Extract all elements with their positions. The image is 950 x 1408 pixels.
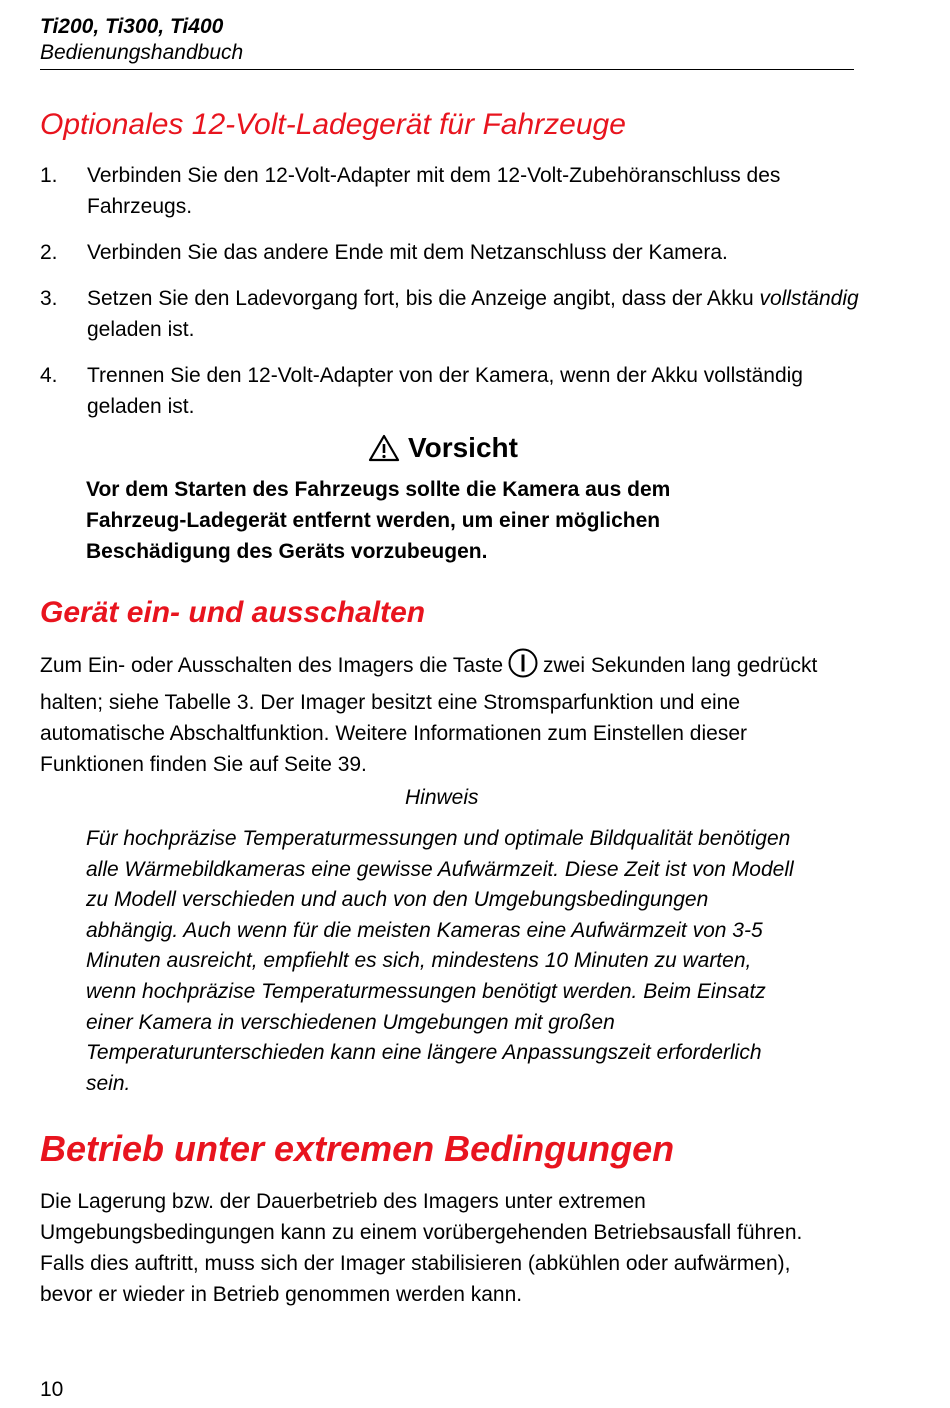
note-text: Für hochpräzise Temperaturmessungen und optimale Bildqualität benötigen alle Wärmebildkameras eine gewisse Aufwärmzeit. Diese Zeit ist von Modell zu Modell verschieden und auch von den Umgebungsbedingungen abhängig. Auch wenn für die meisten Kameras eine Aufwärmzeit von 3-5 Minuten ausreicht, empfiehlt es sich, mindestens 10 Minuten zu warten, wenn hochpräzise Temperaturmessungen benötigt werden. Beim Einsatz einer Kamera in verschiedenen Umgebungen mit großen Temperaturunterschieden kann eine längere Anpassungszeit erforderlich sein. xyxy=(86,827,794,1095)
caution-title: Vorsicht xyxy=(408,432,518,463)
header-manual-title: Bedienungshandbuch xyxy=(40,41,244,64)
step-number: 2. xyxy=(40,241,58,264)
page-number: 10 xyxy=(40,1378,64,1401)
power-button-icon xyxy=(507,648,539,687)
step-number: 4. xyxy=(40,364,58,387)
list-item xyxy=(40,237,860,268)
list-item xyxy=(40,360,860,422)
section-title-charger: Optionales 12-Volt-Ladegerät für Fahrzeuge xyxy=(40,108,626,141)
step-text: Verbinden Sie das andere Ende mit dem Netzanschluss der Kamera. xyxy=(87,241,728,264)
list-item xyxy=(40,283,860,345)
warning-triangle-icon xyxy=(368,434,400,462)
power-text-before: Zum Ein- oder Ausschalten des Imagers die Taste xyxy=(40,654,504,677)
step-text-before: Setzen Sie den Ladevorgang fort, bis die Anzeige angibt, dass der Akku xyxy=(87,287,760,310)
section-title-power: Gerät ein- und ausschalten xyxy=(40,596,426,629)
step-number: 1. xyxy=(40,164,58,187)
page-header xyxy=(40,14,854,66)
step-text-after: geladen ist. xyxy=(87,318,195,341)
step-text-emphasis: vollständig xyxy=(759,287,859,310)
extreme-paragraph: Die Lagerung bzw. der Dauerbetrieb des Imagers unter extremen Umgebungsbedingungen kann zu einem vorübergehenden Betriebsausfall führen. Falls dies auftritt, muss sich der Imager stabilisieren (abkühlen oder aufwärmen), bevor er wieder in Betrieb genommen werden kann. xyxy=(40,1190,803,1306)
step-text: Verbinden Sie den 12-Volt-Adapter mit dem 12-Volt-Zubehöranschluss des Fahrzeugs. xyxy=(87,164,781,218)
caution-text: Vor dem Starten des Fahrzeugs sollte die Kamera aus dem Fahrzeug-Ladegerät entfernt werden, um einer möglichen Beschädigung des Geräts vorzubeugen. xyxy=(86,478,671,563)
header-models: Ti200, Ti300, Ti400 xyxy=(40,15,224,38)
step-text: Trennen Sie den 12-Volt-Adapter von der Kamera, wenn der Akku vollständig geladen ist. xyxy=(87,364,803,418)
charger-steps-list xyxy=(40,160,860,437)
power-text-after: zwei Sekunden lang gedrückt halten; siehe Tabelle 3. Der Imager besitzt eine Stromsparfunktion und eine automatische Abschaltfunktion. Weitere Informationen zum Einstellen dieser Funktionen finden Sie auf Seite 39. xyxy=(40,654,818,776)
list-item xyxy=(40,160,860,222)
section-title-extreme: Betrieb unter extremen Bedingungen xyxy=(40,1128,675,1169)
step-number: 3. xyxy=(40,287,58,310)
header-rule xyxy=(40,69,854,70)
note-title: Hinweis xyxy=(405,786,479,809)
caution-heading xyxy=(368,432,518,464)
power-paragraph xyxy=(40,648,850,780)
